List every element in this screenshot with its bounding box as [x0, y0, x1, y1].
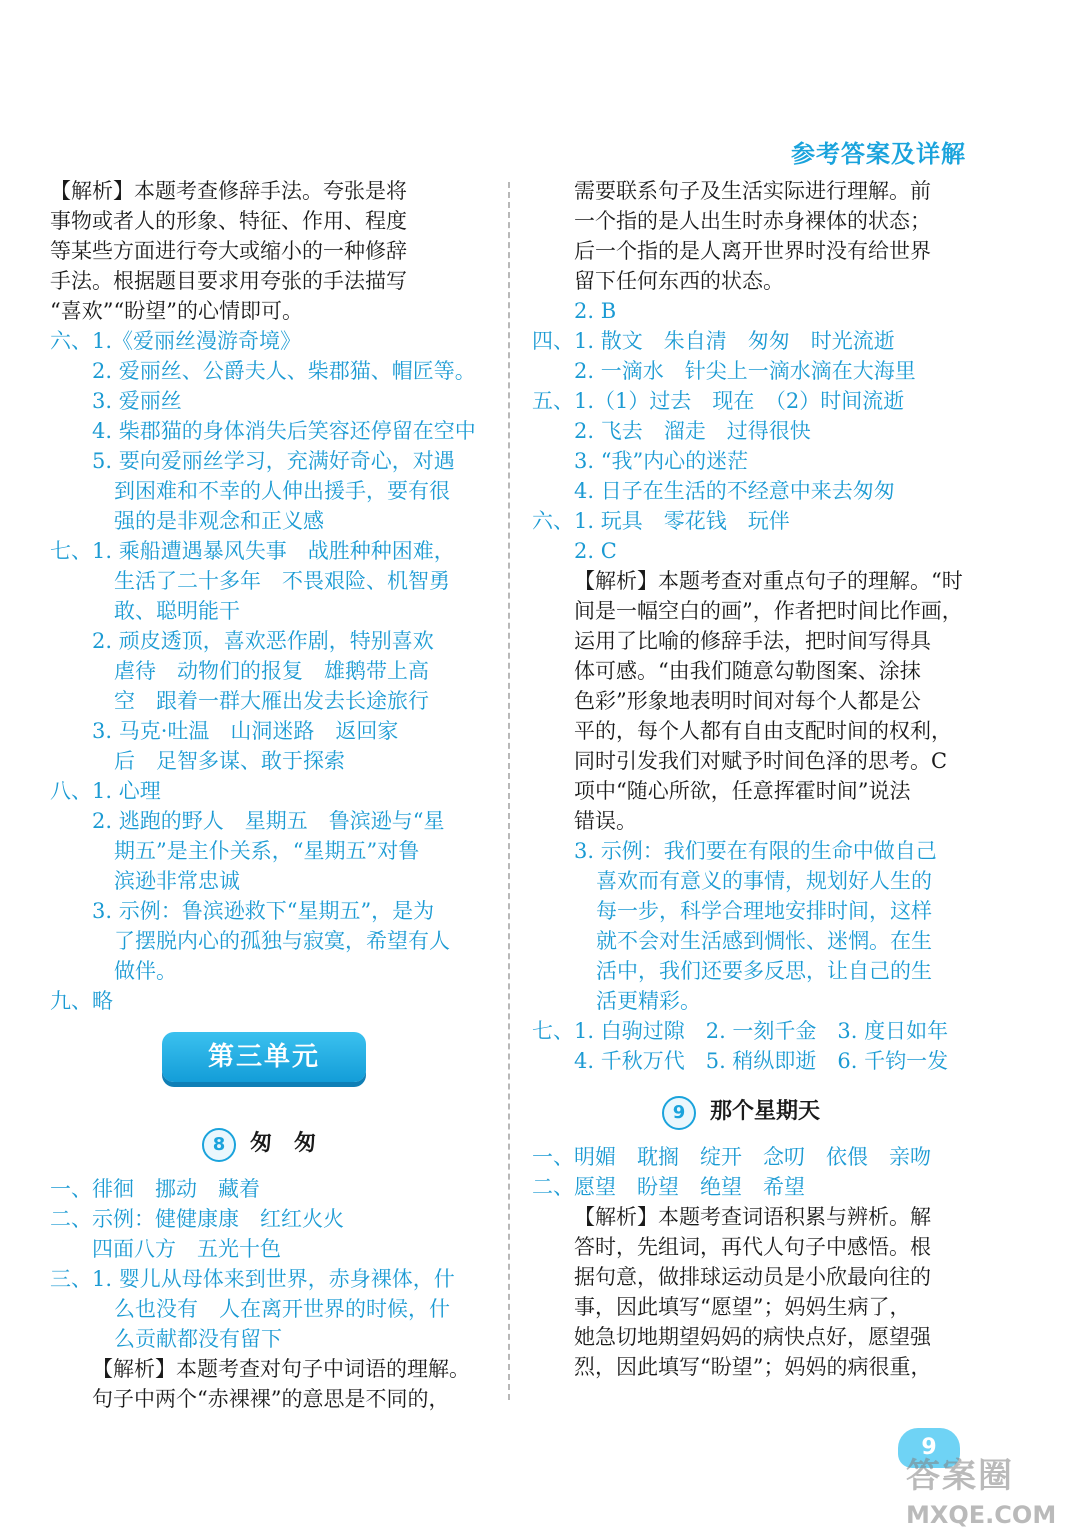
answer-line: 2. 顽皮透顶，喜欢恶作剧，特别喜欢: [92, 629, 434, 653]
lesson-number-badge: 9: [662, 1096, 696, 1130]
answer-line: 三、1. 婴儿从母体来到世界，赤身裸体，什: [50, 1267, 455, 1291]
answer-line: 体可感。“由我们随意勾勒图案、涂抹: [574, 659, 921, 683]
answer-line: 五、1.（1）过去 现在 （2）时间流逝: [532, 389, 905, 413]
unit-banner: 第三单元: [162, 1032, 366, 1082]
answer-line: 句子中两个“赤裸裸”的意思是不同的，: [92, 1387, 450, 1411]
answer-line: 2. 飞去 溜走 过得很快: [574, 419, 811, 443]
lesson9-answers-block: [532, 1142, 972, 1382]
answer-line: 六、1.《爱丽丝漫游奇境》: [50, 329, 302, 353]
answer-line: 2. B: [574, 299, 617, 323]
answer-line: 等某些方面进行夸大或缩小的一种修辞: [50, 239, 407, 263]
answer-line: 一、徘徊 挪动 藏着: [50, 1177, 260, 1201]
answer-line: 2. 一滴水 针尖上一滴水滴在大海里: [574, 359, 916, 383]
answer-line: 一、明媚 耽搁 绽开 念叨 依偎 亲吻: [532, 1145, 931, 1169]
lesson-title: 匆 匆: [250, 1131, 317, 1156]
watermark-url: MXQE.COM: [906, 1501, 1057, 1529]
answer-line: 2. 爱丽丝、公爵夫人、柴郡猫、帽匠等。: [92, 359, 476, 383]
watermark-text: 答案圈: [906, 1456, 1014, 1496]
answer-line: 【解析】本题考查修辞手法。夸张是将: [50, 179, 407, 203]
answer-line: 3. 爱丽丝: [92, 389, 182, 413]
answer-line: 喜欢而有意义的事情，规划好人生的: [596, 869, 932, 893]
answer-line: 就不会对生活感到惆怅、迷惘。在生: [596, 929, 932, 953]
answer-line: 后 足智多谋、敢于探索: [114, 749, 345, 773]
answer-line: 项中“随心所欲，任意挥霍时间”说法: [574, 779, 911, 803]
answer-line: 5. 要向爱丽丝学习，充满好奇心，对遇: [92, 449, 455, 473]
lesson-heading-8: [50, 1116, 490, 1174]
page-number-badge: 9: [898, 1428, 960, 1468]
answer-line: 么也没有 人在离开世界的时候，什: [114, 1297, 450, 1321]
answer-line: 活中，我们还要多反思，让自己的生: [596, 959, 932, 983]
answer-line: 3. 示例：鲁滨逊救下“星期五”，是为: [92, 899, 435, 923]
answer-line: 【解析】本题考查对重点句子的理解。“时: [574, 569, 963, 593]
answer-line: 一个指的是人出生时赤身裸体的状态；: [574, 209, 931, 233]
answer-line: 期五”是主仆关系，“星期五”对鲁: [114, 839, 420, 863]
answer-line: 她急切地期望妈妈的病快点好，愿望强: [574, 1325, 931, 1349]
answer-line: “喜欢”“盼望”的心情即可。: [50, 299, 303, 323]
answer-line: 二、示例：健健康康 红红火火: [50, 1207, 344, 1231]
answer-line: 强的是非观念和正义感: [114, 509, 324, 533]
answer-line: 八、1. 心理: [50, 779, 161, 803]
right-answers-block: [532, 176, 972, 1076]
answer-line: 六、1. 玩具 零花钱 玩伴: [532, 509, 790, 533]
answer-line: 2. 逃跑的野人 星期五 鲁滨逊与“星: [92, 809, 445, 833]
answer-line: 七、1. 乘船遭遇暴风失事 战胜种种困难，: [50, 539, 455, 563]
answer-line: 4. 日子在生活的不经意中来去匆匆: [574, 479, 895, 503]
answer-line: 【解析】本题考查词语积累与辨析。解: [574, 1205, 931, 1229]
answer-line: 活更精彩。: [596, 989, 701, 1013]
answer-line: 敢、聪明能干: [114, 599, 240, 623]
answer-line: 四、1. 散文 朱自清 匆匆 时光流逝: [532, 329, 895, 353]
answer-line: 事，因此填写“愿望”；妈妈生病了，: [574, 1295, 911, 1319]
answer-line: 么贡献都没有留下: [114, 1327, 282, 1351]
answer-line: 据句意，做排球运动员是小欣最向往的: [574, 1265, 931, 1289]
answer-line: 事物或者人的形象、特征、作用、程度: [50, 209, 407, 233]
answer-line: 2. C: [574, 539, 617, 563]
answer-line: 空 跟着一群大雁出发去长途旅行: [114, 689, 429, 713]
watermark-logo: [906, 1448, 1058, 1530]
answer-line: 4. 千秋万代 5. 稍纵即逝 6. 千钧一发: [574, 1049, 949, 1073]
answer-line: 需要联系句子及生活实际进行理解。前: [574, 179, 931, 203]
answer-line: 虐待 动物们的报复 雄鹅带上高: [114, 659, 429, 683]
answer-line: 【解析】本题考查对句子中词语的理解。: [92, 1357, 470, 1381]
left-answers-block: [50, 176, 490, 1016]
answer-line: 生活了二十多年 不畏艰险、机智勇: [114, 569, 450, 593]
answer-line: 平的，每个人都有自由支配时间的权利，: [574, 719, 952, 743]
answer-line: 了摆脱内心的孤独与寂寞，希望有人: [114, 929, 450, 953]
answer-line: 烈，因此填写“盼望”；妈妈的病很重，: [574, 1355, 932, 1379]
answer-line: 间是一幅空白的画”，作者把时间比作画，: [574, 599, 963, 623]
answer-line: 同时引发我们对赋予时间色泽的思考。C: [574, 749, 948, 773]
right-column: [532, 176, 972, 1382]
answer-line: 七、1. 白驹过隙 2. 一刻千金 3. 度日如年: [532, 1019, 949, 1043]
answer-line: 滨逊非常忠诚: [114, 869, 240, 893]
answer-line: 3. 示例：我们要在有限的生命中做自己: [574, 839, 937, 863]
answer-line: 做伴。: [114, 959, 177, 983]
answer-line: 色彩”形象地表明时间对每个人都是公: [574, 689, 921, 713]
page-header-title: 参考答案及详解: [791, 140, 966, 168]
answer-line: 四面八方 五光十色: [92, 1237, 281, 1261]
answer-line: 九、略: [50, 989, 113, 1013]
answer-line: 运用了比喻的修辞手法，把时间写得具: [574, 629, 931, 653]
answer-line: 错误。: [574, 809, 637, 833]
answer-line: 答时，先组词，再代人句子中感悟。根: [574, 1235, 931, 1259]
answer-line: 二、愿望 盼望 绝望 希望: [532, 1175, 805, 1199]
answer-line: 4. 柴郡猫的身体消失后笑容还停留在空中: [92, 419, 476, 443]
answer-line: 每一步，科学合理地安排时间，这样: [596, 899, 932, 923]
answer-line: 3. 马克·吐温 山洞迷路 返回家: [92, 719, 399, 743]
column-divider: [508, 182, 510, 1400]
lesson-number-badge: 8: [202, 1128, 236, 1162]
left-column: [50, 176, 490, 1414]
unit-banner-area: [50, 1016, 490, 1116]
answer-line: 手法。根据题目要求用夸张的手法描写: [50, 269, 407, 293]
answer-line: 到困难和不幸的人伸出援手，要有很: [114, 479, 450, 503]
answer-line: 3. “我”内心的迷茫: [574, 449, 749, 473]
lesson-title: 那个星期天: [710, 1099, 821, 1124]
answer-line: 留下任何东西的状态。: [574, 269, 784, 293]
lesson8-answers-block: [50, 1174, 490, 1414]
answer-line: 后一个指的是人离开世界时没有给世界: [574, 239, 931, 263]
lesson-heading-9: [532, 1084, 972, 1142]
